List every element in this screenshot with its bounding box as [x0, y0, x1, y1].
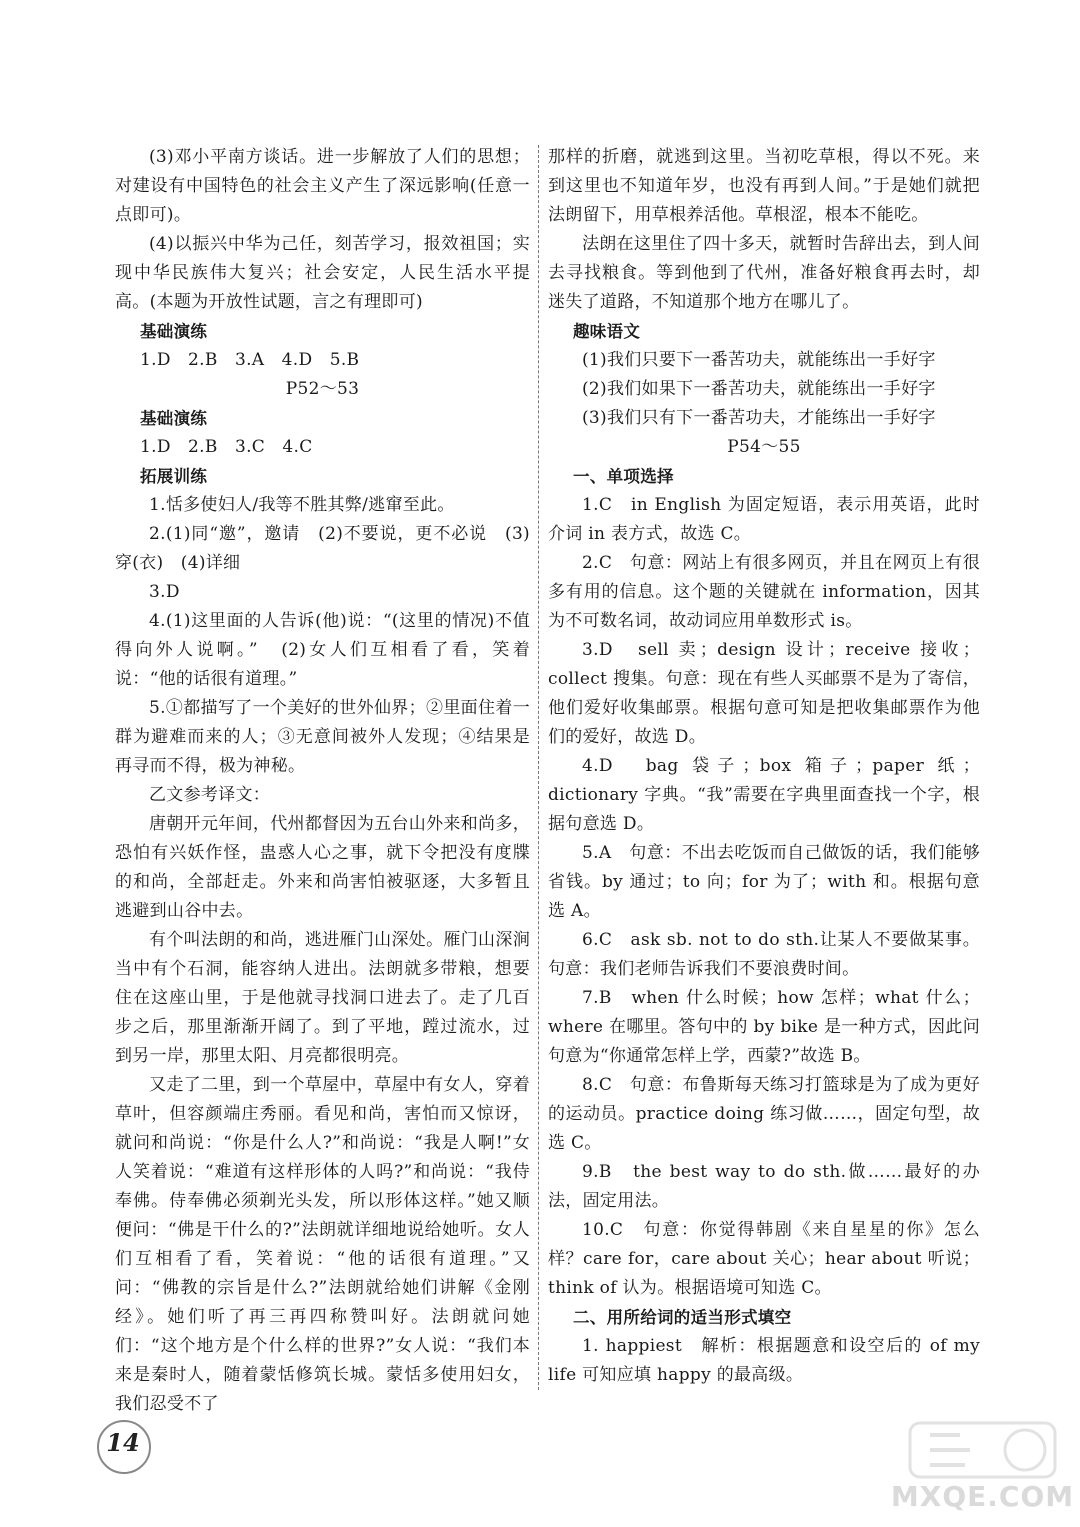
translation-para-2: 有个叫法朗的和尚，逃进雁门山深处。雁门山深涧当中有个石洞，能容纳人进出。法朗就多带粮，想要住在这座山里，于是他就寻找洞口进去了。走了几百步之后，那里渐渐开阔了。到了平地，蹚过流水，过到另一岸，那里太阳、月亮都很明亮。: [115, 930, 530, 1066]
section-heading-basic-practice: 基础演练: [140, 322, 208, 341]
english-answer-2: 2.C 句意：网站上有很多网页，并且在网页上有很多有用的信息。这个题的关键就在 information，因其为不可数名词，故动词应用单数形式 is。: [548, 553, 980, 631]
extension-answer-2: 2.(1)同“邀”，邀请 (2)不要说，更不必说 (3)穿(衣) (4)详细: [115, 524, 530, 573]
watermark-logo-icon: [890, 1415, 1075, 1485]
section-heading-basic-practice-2: 基础演练: [140, 409, 208, 428]
fun-chinese-answer-1: (1)我们只要下一番苦功夫，就能练出一手好字: [582, 350, 936, 370]
translation-continued: 那样的折磨，就逃到这里。当初吃草根，得以不死。来到这里也不知道年岁，也没有再到人间。”于是她们就把法朗留下，用草根养活他。草根涩，根本不能吃。: [548, 147, 980, 225]
page-number-badge: [95, 1418, 155, 1476]
extension-answer-3: 3.D: [149, 582, 180, 602]
translation-para-1: 唐朝开元年间，代州都督因为五台山外来和尚多，恐怕有兴妖作怪，蛊惑人心之事，就下令把没有度牒的和尚，全部赶走。外来和尚害怕被驱逐，大多暂且逃避到山谷中去。: [115, 814, 530, 921]
section-heading-single-choice: 一、单项选择: [573, 467, 674, 486]
translation-para-3: 又走了二里，到一个草屋中，草屋中有女人，穿着草叶，但容颜端庄秀丽。看见和尚，害怕而又惊讶，就问和尚说：“你是什么人?”和尚说：“我是人啊!”女人笑着说：“难道有这样形体的人吗?”和尚说：“我侍奉佛。侍奉佛必须剃光头发，所以形体这样。”她又顺便问：“佛是干什么的?”法朗就详细地说给她听。女人们互相看了看，笑着说：“他的话很有道理。”又问：“佛教的宗旨是什么?”法朗就给她们讲解《金刚经》。她们听了再三再四称赞叫好。法朗就问她们：“这个地方是个什么样的世界?”女人说：“我们本来是秦时人，随着蒙恬修筑长城。蒙恬多使用妇女，我们忍受不了: [115, 1075, 530, 1414]
page-range-label: P52～53: [285, 379, 360, 399]
basic-practice-answers: 1.D 2.B 3.A 4.D 5.B: [140, 350, 360, 370]
english-answer-1: 1.C in English 为固定短语，表示用英语，此时介词 in 表方式，故选 C。: [548, 495, 980, 544]
history-answer-4: (4)以振兴中华为己任，刻苦学习，报效祖国；实现中华民族伟大复兴；社会安定，人民生活水平提高。(本题为开放性试题，言之有理即可): [115, 234, 530, 312]
english-answer-9: 9.B the best way to do sth.做……最好的办法，固定用法。: [548, 1162, 980, 1211]
english-answer-7: 7.B when 什么时候；how 怎样；what 什么；where 在哪里。答句中的 by bike 是一种方式，因此问句意为“你通常怎样上学，西蒙?”故选 B。: [548, 988, 980, 1066]
extension-answer-4: 4.(1)这里面的人告诉(他)说：“(这里的情况)不值得向外人说啊。” (2)女人们互相看了看，笑着说：“他的话很有道理。”: [115, 611, 530, 689]
english-answer-10: 10.C 句意：你觉得韩剧《来自星星的你》怎么样？care for，care about 关心；hear about 听说；think of 认为。根据语境可知选 C。: [548, 1220, 980, 1298]
section-heading-extension: 拓展训练: [140, 467, 208, 486]
basic-practice-answers-2: 1.D 2.B 3.C 4.C: [140, 437, 313, 457]
fill-blank-answer-1: 1. happiest 解析：根据题意和设空后的 of my life 可知应填 happy 的最高级。: [548, 1336, 980, 1385]
extension-answer-1: 1.恬多使妇人/我等不胜其弊/逃窜至此。: [149, 495, 455, 515]
section-heading-fill-blank: 二、用所给词的适当形式填空: [573, 1308, 792, 1327]
page-number: 14: [106, 1428, 140, 1457]
english-answer-8: 8.C 句意：布鲁斯每天练习打篮球是为了成为更好的运动员。practice doing 练习做……，固定句型，故选 C。: [548, 1075, 980, 1153]
site-watermark: [890, 1415, 1075, 1525]
column-divider: [538, 145, 539, 1390]
extension-answer-5: 5.①都描写了一个美好的世外仙界；②里面住着一群为避难而来的人；③无意间被外人发现；④结果是再寻而不得，极为神秘。: [115, 698, 530, 776]
left-column: [115, 143, 530, 1419]
translation-heading: 乙文参考译文：: [149, 785, 271, 805]
history-answer-3: (3)邓小平南方谈话。进一步解放了人们的思想；对建设有中国特色的社会主义产生了深远影响(任意一点即可)。: [115, 147, 530, 225]
translation-para-4: 法朗在这里住了四十多天，就暂时告辞出去，到人间去寻找粮食。等到他到了代州，准备好粮食再去时，却迷失了道路，不知道那个地方在哪儿了。: [548, 234, 980, 312]
english-answer-5: 5.A 句意：不出去吃饭而自己做饭的话，我们能够省钱。by 通过；to 向；for 为了；with 和。根据句意选 A。: [548, 843, 980, 921]
watermark-text: MXQE.COM: [890, 1480, 1075, 1513]
page-range-label-2: P54～55: [727, 437, 801, 457]
english-answer-4: 4.D bag 袋子；box 箱子；paper 纸；dictionary 字典。“我”需要在字典里面查找一个字，根据句意选 D。: [548, 756, 980, 834]
section-heading-fun-chinese: 趣味语文: [573, 322, 641, 341]
english-answer-3: 3.D sell 卖；design 设计；receive 接收；collect 搜集。句意：现在有些人买邮票不是为了寄信，他们爱好收集邮票。根据句意可知是把收集邮票作为他们的爱好，故选 D。: [548, 640, 980, 747]
right-column: [548, 143, 980, 1390]
fun-chinese-answer-3: (3)我们只有下一番苦功夫，才能练出一手好字: [582, 408, 936, 428]
fun-chinese-answer-2: (2)我们如果下一番苦功夫，就能练出一手好字: [582, 379, 936, 399]
english-answer-6: 6.C ask sb. not to do sth.让某人不要做某事。句意：我们老师告诉我们不要浪费时间。: [548, 930, 980, 979]
